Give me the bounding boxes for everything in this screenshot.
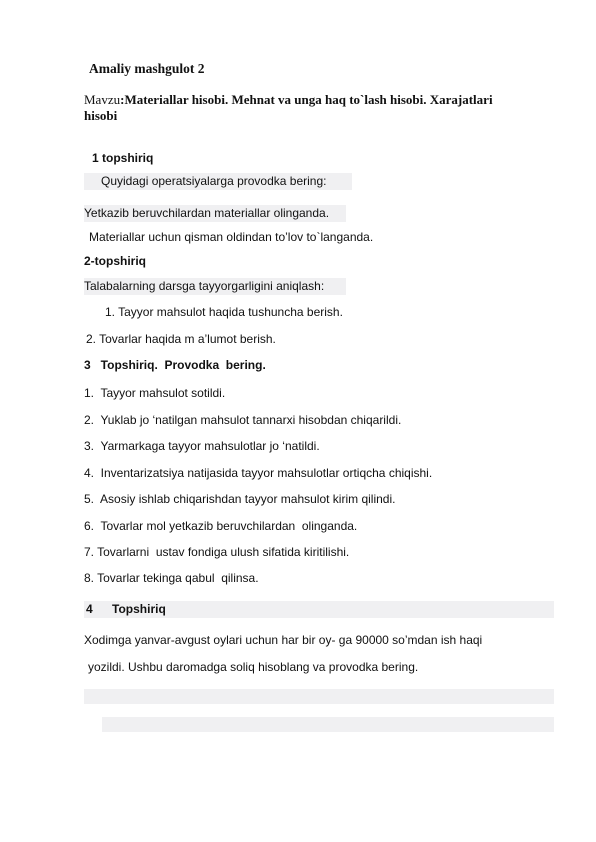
task3-item: 6. Tovarlar mol yetkazib beruvchilardan olinganda. <box>84 519 358 533</box>
task3-item: 5. Asosiy ishlab chiqarishdan tayyor mahsulot kirim qilindi. <box>84 492 396 506</box>
topic-text: :Materiallar hisobi. Mehnat va unga haq to`lash hisobi. Xarajatlari <box>120 92 493 107</box>
page-title: Amaliy mashgulot 2 <box>89 61 205 76</box>
task2-item: 1. Tayyor mahsulot haqida tushuncha berish. <box>105 305 343 319</box>
task3-item: 7. Tovarlarni ustav fondiga ulush sifatida kiritilishi. <box>84 545 350 559</box>
topic-line <box>84 92 493 108</box>
task4-line: yozildi. Ushbu daromadga soliq hisoblang va provodka bering. <box>88 660 419 674</box>
empty-band <box>84 689 554 704</box>
task1-heading: 1 topshiriq <box>92 151 154 165</box>
task1-intro: Quyidagi operatsiyalarga provodka bering: <box>101 174 327 188</box>
topic-text-continued: hisobi <box>84 108 118 123</box>
task1-item: Yetkazib beruvchilardan materiallar olinganda. <box>84 206 330 220</box>
task1-item: Materiallar uchun qisman oldindan to’lov to`langanda. <box>89 230 374 244</box>
task3-item: 2. Yuklab jo ‘natilgan mahsulot tannarxi hisobdan chiqarildi. <box>84 413 402 427</box>
task3-item: 4. Inventarizatsiya natijasida tayyor mahsulotlar ortiqcha chiqishi. <box>84 466 433 480</box>
task4-number: 4 <box>86 602 93 616</box>
task4-line: Xodimga yanvar-avgust oylari uchun har bir oy- ga 90000 so’mdan ish haqi <box>84 633 483 647</box>
task4-heading: Topshiriq <box>112 602 166 616</box>
task3-heading: 3 Topshiriq. Provodka bering. <box>84 358 266 372</box>
task2-intro: Talabalarning darsga tayyorgarligini aniqlash: <box>84 279 325 293</box>
task3-item: 1. Tayyor mahsulot sotildi. <box>84 386 226 400</box>
task2-heading: 2-topshiriq <box>84 254 146 268</box>
empty-band <box>102 717 554 732</box>
task3-item: 3. Yarmarkaga tayyor mahsulotlar jo ‘natildi. <box>84 439 320 453</box>
task2-item: 2. Tovarlar haqida m a’lumot berish. <box>86 332 276 346</box>
topic-prefix: Mavzu <box>84 92 121 107</box>
task3-item: 8. Tovarlar tekinga qabul qilinsa. <box>84 571 259 585</box>
